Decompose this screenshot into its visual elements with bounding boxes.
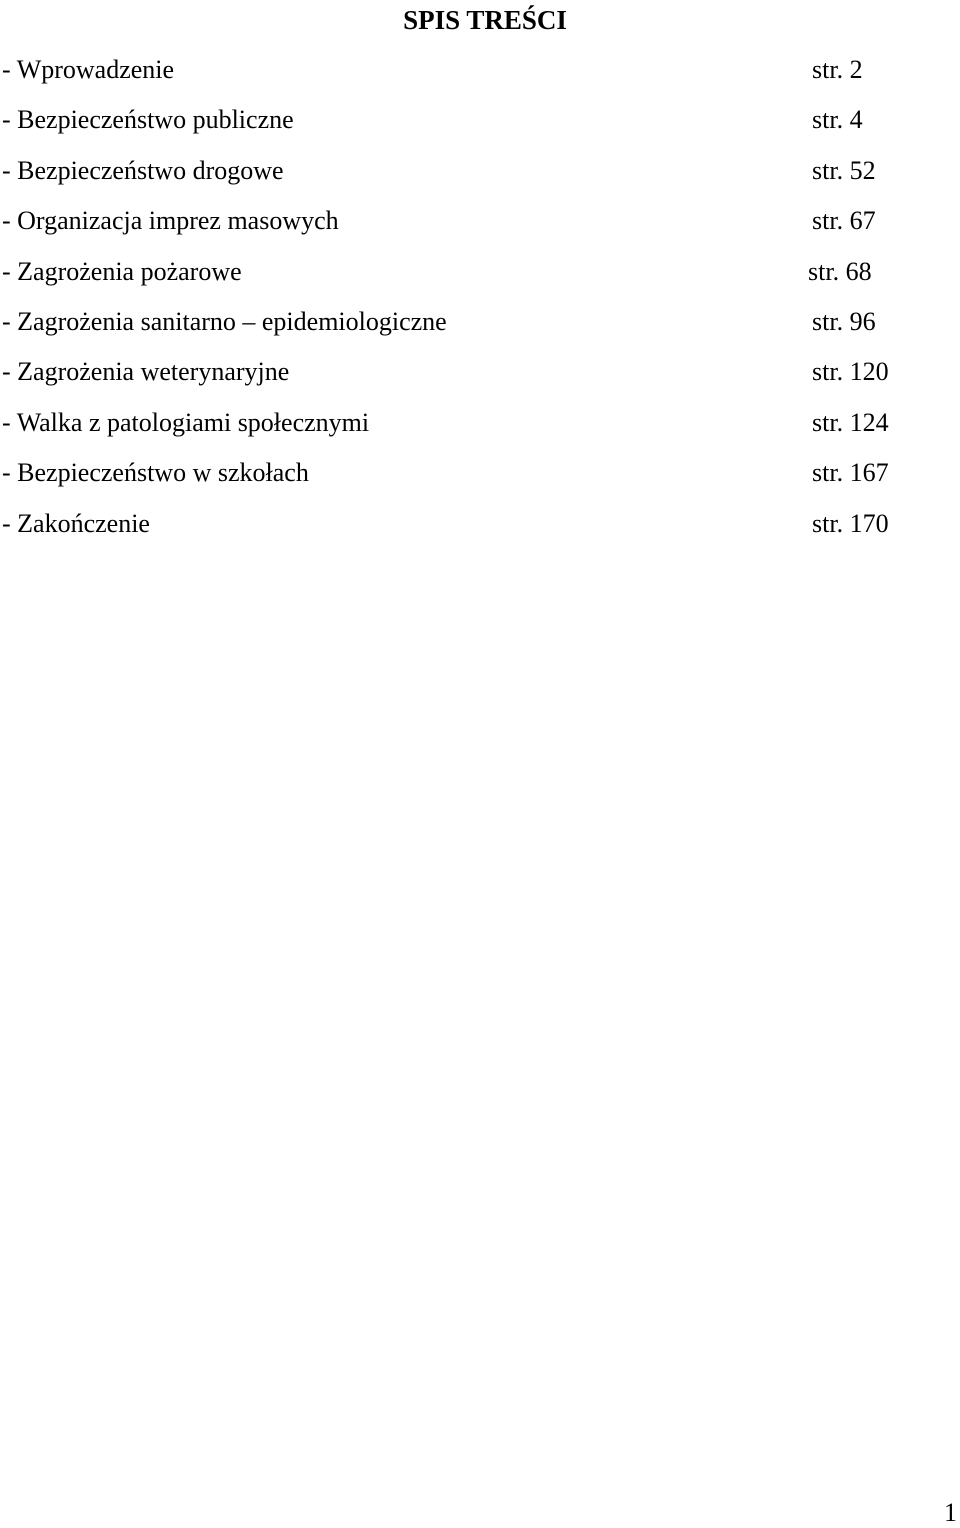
toc-entry: [2, 406, 942, 456]
toc-entry: [2, 154, 942, 204]
toc-entry-page: str. 120: [812, 357, 889, 387]
toc-entry-label: - Bezpieczeństwo publiczne: [2, 105, 294, 135]
toc-entry-page: str. 2: [812, 55, 863, 84]
toc-entry: [2, 53, 942, 103]
toc-entry-label: - Zagrożenia sanitarno – epidemiologiczne: [2, 306, 447, 336]
toc-entry-label: - Zagrożenia pożarowe: [2, 256, 242, 286]
toc-entry: [2, 507, 942, 557]
toc-entry: [2, 355, 942, 405]
toc-entry-page: str. 67: [812, 206, 876, 236]
toc-entry-page: str. 4: [812, 105, 863, 135]
toc-entry-label: - Walka z patologiami społecznymi: [2, 407, 370, 437]
toc-entry: [2, 305, 942, 355]
toc-entry-label: - Wprowadzenie: [2, 55, 175, 84]
toc-entry-page: str. 167: [812, 458, 889, 488]
toc-entry-label: - Bezpieczeństwo w szkołach: [2, 458, 309, 488]
toc-entry-label: - Zakończenie: [2, 508, 150, 538]
toc-entry-label: - Bezpieczeństwo drogowe: [2, 155, 284, 185]
page-number: 1: [944, 1498, 957, 1527]
toc-entry-page: str. 124: [812, 407, 889, 437]
toc-entry-page: str. 52: [812, 155, 876, 185]
toc-entry: [2, 103, 942, 153]
toc-entry-label: - Organizacja imprez masowych: [2, 206, 339, 236]
toc-entry-page: str. 96: [812, 306, 876, 336]
toc-entry: [2, 255, 942, 305]
table-of-contents: [2, 53, 942, 557]
toc-entry-label: - Zagrożenia weterynaryjne: [2, 357, 290, 387]
toc-entry: [2, 456, 942, 506]
page-title: SPIS TREŚCI: [403, 5, 567, 35]
toc-entry-page: str. 68: [808, 256, 872, 286]
toc-entry-page: str. 170: [812, 508, 889, 538]
toc-entry: [2, 204, 942, 254]
